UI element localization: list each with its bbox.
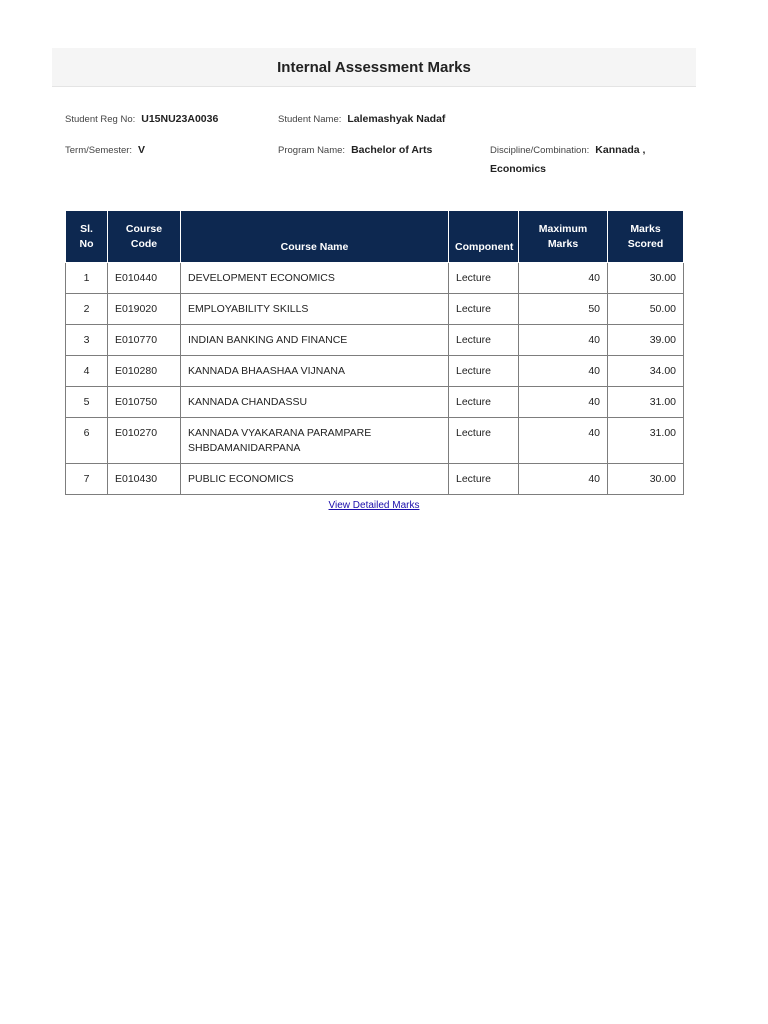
term-label: Term/Semester:	[65, 145, 133, 156]
cell-course-code: E010280	[108, 356, 181, 387]
reg-no-label: Student Reg No:	[65, 114, 136, 125]
cell-maximum-marks: 40	[519, 325, 608, 356]
header-course-name: Course Name	[181, 211, 449, 263]
detail-link-container	[0, 500, 748, 511]
cell-component: Lecture	[449, 356, 519, 387]
cell-marks-scored: 31.00	[608, 418, 684, 464]
cell-course-name: DEVELOPMENT ECONOMICS	[181, 263, 449, 294]
header-component: Component	[449, 211, 519, 263]
title-bar	[52, 48, 696, 87]
table-row	[66, 294, 684, 325]
cell-sl-no: 1	[66, 263, 108, 294]
cell-sl-no: 3	[66, 325, 108, 356]
cell-course-code: E010430	[108, 464, 181, 495]
table-row	[66, 263, 684, 294]
cell-maximum-marks: 40	[519, 464, 608, 495]
cell-sl-no: 4	[66, 356, 108, 387]
reg-no-value: U15NU23A0036	[141, 113, 219, 125]
cell-sl-no: 5	[66, 387, 108, 418]
table-row	[66, 356, 684, 387]
student-name-field	[278, 110, 445, 129]
table-row	[66, 464, 684, 495]
header-marks-scored: Marks Scored	[608, 211, 684, 263]
program-field	[278, 141, 432, 160]
discipline-value-line2: Economics	[490, 163, 547, 175]
cell-maximum-marks: 50	[519, 294, 608, 325]
cell-marks-scored: 30.00	[608, 464, 684, 495]
table-row	[66, 387, 684, 418]
cell-sl-no: 7	[66, 464, 108, 495]
cell-maximum-marks: 40	[519, 418, 608, 464]
cell-course-name: INDIAN BANKING AND FINANCE	[181, 325, 449, 356]
cell-course-code: E010770	[108, 325, 181, 356]
table-row	[66, 418, 684, 464]
cell-course-code: E010750	[108, 387, 181, 418]
table-header-row	[66, 211, 684, 263]
header-sl-no: Sl. No	[66, 211, 108, 263]
cell-course-code: E010440	[108, 263, 181, 294]
cell-course-name: KANNADA CHANDASSU	[181, 387, 449, 418]
cell-marks-scored: 31.00	[608, 387, 684, 418]
cell-maximum-marks: 40	[519, 263, 608, 294]
student-name-value: Lalemashyak Nadaf	[347, 113, 446, 125]
discipline-field	[490, 141, 680, 179]
cell-course-name: EMPLOYABILITY SKILLS	[181, 294, 449, 325]
cell-sl-no: 2	[66, 294, 108, 325]
discipline-label: Discipline/Combination:	[490, 145, 590, 156]
reg-no-field	[65, 110, 218, 129]
table-row	[66, 325, 684, 356]
term-field	[65, 141, 145, 160]
marks-table	[65, 210, 684, 495]
program-label: Program Name:	[278, 145, 346, 156]
cell-course-name: PUBLIC ECONOMICS	[181, 464, 449, 495]
cell-component: Lecture	[449, 325, 519, 356]
header-course-code: Course Code	[108, 211, 181, 263]
page-title: Internal Assessment Marks	[277, 58, 471, 76]
term-value: V	[138, 144, 146, 156]
cell-component: Lecture	[449, 263, 519, 294]
cell-maximum-marks: 40	[519, 387, 608, 418]
cell-marks-scored: 30.00	[608, 263, 684, 294]
cell-course-code: E010270	[108, 418, 181, 464]
cell-component: Lecture	[449, 294, 519, 325]
cell-sl-no: 6	[66, 418, 108, 464]
discipline-value-line1: Kannada ,	[595, 144, 646, 156]
cell-maximum-marks: 40	[519, 356, 608, 387]
cell-course-name: KANNADA BHAASHAA VIJNANA	[181, 356, 449, 387]
cell-course-name: KANNADA VYAKARANA PARAMPARE SHBDAMANIDARPANA	[181, 418, 449, 464]
cell-component: Lecture	[449, 387, 519, 418]
cell-marks-scored: 34.00	[608, 356, 684, 387]
view-detailed-marks-link[interactable]: View Detailed Marks	[328, 500, 420, 511]
cell-marks-scored: 39.00	[608, 325, 684, 356]
cell-component: Lecture	[449, 464, 519, 495]
student-name-label: Student Name:	[278, 114, 342, 125]
header-maximum-marks: Maximum Marks	[519, 211, 608, 263]
cell-marks-scored: 50.00	[608, 294, 684, 325]
program-value: Bachelor of Arts	[351, 144, 433, 156]
cell-component: Lecture	[449, 418, 519, 464]
cell-course-code: E019020	[108, 294, 181, 325]
